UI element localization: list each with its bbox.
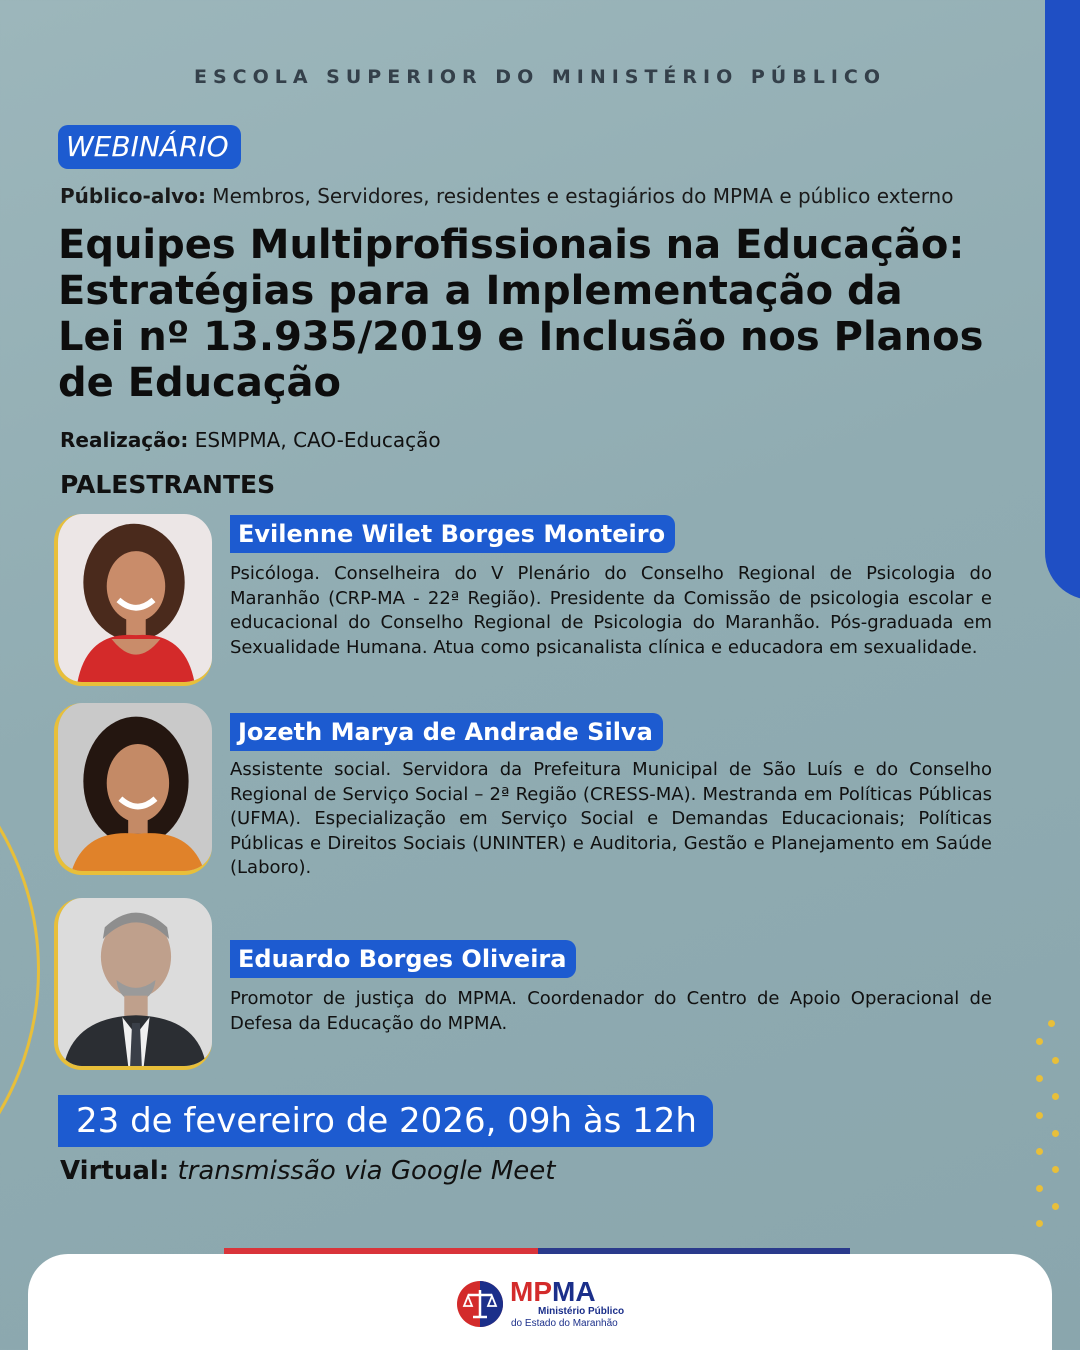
logo-subtitle-line2: do Estado do Maranhão bbox=[511, 1318, 618, 1329]
title-line: de Educação bbox=[58, 360, 342, 406]
speaker-name-jozeth: Jozeth Marya de Andrade Silva bbox=[230, 713, 663, 751]
target-audience bbox=[60, 184, 953, 208]
organizers bbox=[60, 428, 441, 452]
decorative-yellow-curve bbox=[0, 690, 40, 1250]
organizers-label: Realização: bbox=[60, 428, 189, 452]
speaker-bio-eduardo: Promotor de justiça do MPMA. Coordenador do Centro de Apoio Operacional de Defesa da Educação do MPMA. bbox=[230, 988, 992, 1034]
event-title bbox=[58, 222, 1018, 406]
audience-value: Membros, Servidores, residentes e estagiários do MPMA e público externo bbox=[205, 184, 954, 208]
speaker-bio-evilenne: Psicóloga. Conselheira do V Plenário do Conselho Regional de Psicologia do Maranhão (CRP-MA - 22ª Região). Presidente da Comissão de psicologia escolar e educacional do Conselho Regional de Psicologia do Maranhão. Pós-graduada em Sexualidade Humana. Atua como psicanalista clínica e educadora em sexualidade. bbox=[230, 563, 992, 658]
mpma-logo bbox=[456, 1278, 636, 1330]
event-mode-value: transmissão via Google Meet bbox=[169, 1156, 556, 1186]
event-mode-label: Virtual: bbox=[60, 1156, 170, 1186]
webinar-badge: WEBINÁRIO bbox=[58, 125, 241, 169]
scales-of-justice-icon bbox=[456, 1280, 504, 1328]
decorative-dot-column bbox=[1022, 1020, 1062, 1230]
title-line: Estratégias para a Implementação da bbox=[58, 268, 903, 314]
logo-mp: MP bbox=[510, 1276, 552, 1307]
logo-ma: MA bbox=[552, 1276, 596, 1307]
title-line: Equipes Multiprofissionais na Educação: bbox=[58, 222, 965, 268]
organizers-value: ESMPMA, CAO-Educação bbox=[188, 428, 441, 452]
event-mode bbox=[60, 1156, 555, 1186]
title-line: Lei nº 13.935/2019 e Inclusão nos Planos bbox=[58, 314, 984, 360]
audience-label: Público-alvo: bbox=[60, 184, 206, 208]
organization-header: ESCOLA SUPERIOR DO MINISTÉRIO PÚBLICO bbox=[194, 66, 886, 88]
speaker-photo-evilenne bbox=[54, 514, 212, 686]
logo-wordmark bbox=[510, 1276, 596, 1308]
decorative-blue-arc bbox=[1045, 0, 1080, 600]
speaker-bio-jozeth: Assistente social. Servidora da Prefeitura Municipal de São Luís e do Conselho Regional de Serviço Social – 2ª Região (CRESS-MA). Mestranda em Políticas Públicas (UFMA). Especialização em Serviço Social e Demandas Educacionais; Políticas Públicas e Direitos Sociais (UNINTER) e Auditoria, Gestão e Planejamento em Saúde (Laboro). bbox=[230, 759, 992, 878]
logo-subtitle-line1: Ministério Público bbox=[538, 1306, 625, 1317]
speaker-photo-eduardo bbox=[54, 898, 212, 1070]
speaker-name-evilenne: Evilenne Wilet Borges Monteiro bbox=[230, 515, 675, 553]
speakers-heading: PALESTRANTES bbox=[60, 470, 276, 499]
speaker-name-eduardo: Eduardo Borges Oliveira bbox=[230, 940, 576, 978]
event-datetime: 23 de fevereiro de 2026, 09h às 12h bbox=[58, 1095, 713, 1147]
speaker-photo-jozeth bbox=[54, 703, 212, 875]
